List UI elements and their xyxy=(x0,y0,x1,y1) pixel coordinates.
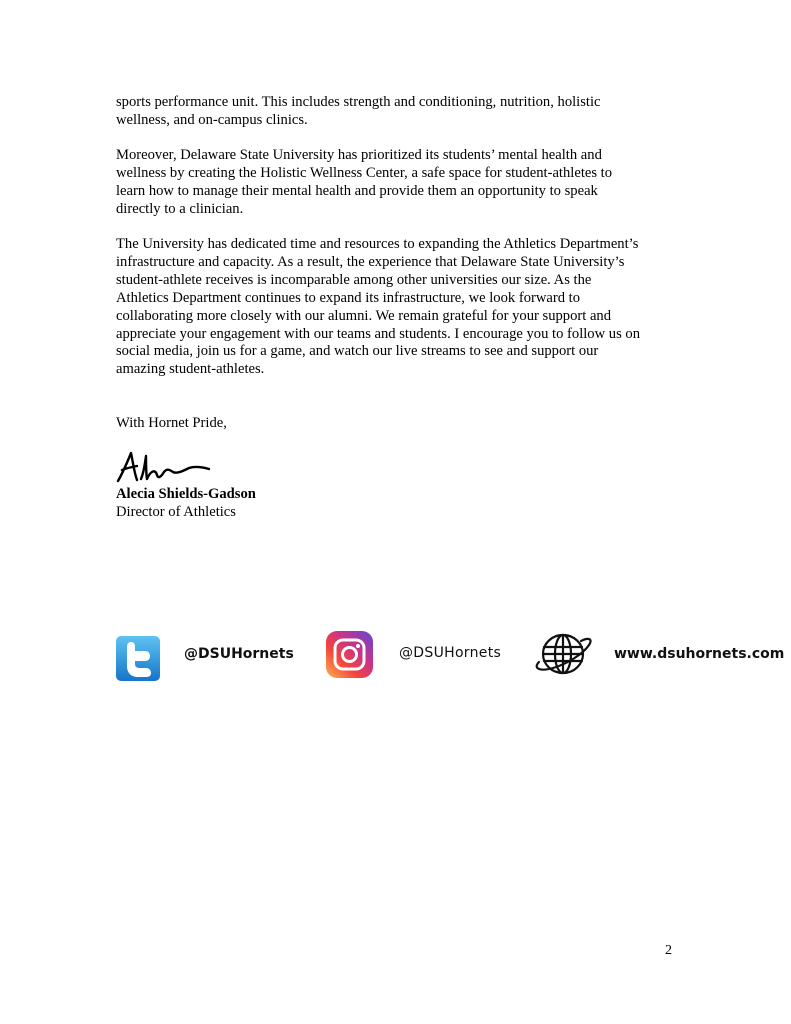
paragraph-line: social media, join us for a game, and watch our live streams to see and support our xyxy=(116,343,599,360)
twitter-logo-icon[interactable] xyxy=(116,636,160,681)
paragraph-line: wellness, and on-campus clinics. xyxy=(116,111,308,128)
paragraph-line: amazing student-athletes. xyxy=(116,361,265,378)
body-paragraph-1 xyxy=(116,94,696,130)
paragraph-line: directly to a clinician. xyxy=(116,200,244,217)
body-paragraph-3 xyxy=(116,236,696,379)
globe-icon[interactable] xyxy=(531,632,595,676)
website-link[interactable]: www.dsuhornets.com xyxy=(614,646,785,662)
twitter-handle[interactable]: @DSUHornets xyxy=(184,646,294,662)
page-number: 2 xyxy=(665,943,672,958)
paragraph-line: sports performance unit. This includes strength and conditioning, nutrition, holistic xyxy=(116,94,601,110)
body-paragraph-2 xyxy=(116,147,696,219)
handwritten-signature xyxy=(114,448,214,486)
closing-salutation: With Hornet Pride, xyxy=(116,415,227,431)
paragraph-line: Athletics Department continues to expand its infrastructure, we look forward to xyxy=(116,289,581,306)
signer-title: Director of Athletics xyxy=(116,504,236,520)
paragraph-line: student-athlete receives is incomparable among other universities our size. As the xyxy=(116,271,592,288)
instagram-handle[interactable]: @DSUHornets xyxy=(399,645,502,661)
paragraph-line: learn how to manage their mental health and provide them an opportunity to speak xyxy=(116,182,598,199)
paragraph-line: The University has dedicated time and resources to expanding the Athletics Department’s xyxy=(116,236,639,252)
instagram-logo-icon[interactable] xyxy=(326,631,373,678)
paragraph-line: appreciate your engagement with our teams and students. I encourage you to follow us on xyxy=(116,325,641,342)
paragraph-line: Moreover, Delaware State University has prioritized its students’ mental health and xyxy=(116,147,602,163)
signer-name: Alecia Shields-Gadson xyxy=(116,486,256,502)
paragraph-line: wellness by creating the Holistic Wellness Center, a safe space for student-athletes to xyxy=(116,164,613,181)
paragraph-line: collaborating more closely with our alumni. We remain grateful for your support and xyxy=(116,307,612,324)
paragraph-line: infrastructure and capacity. As a result, the experience that Delaware State University’s xyxy=(116,253,625,270)
